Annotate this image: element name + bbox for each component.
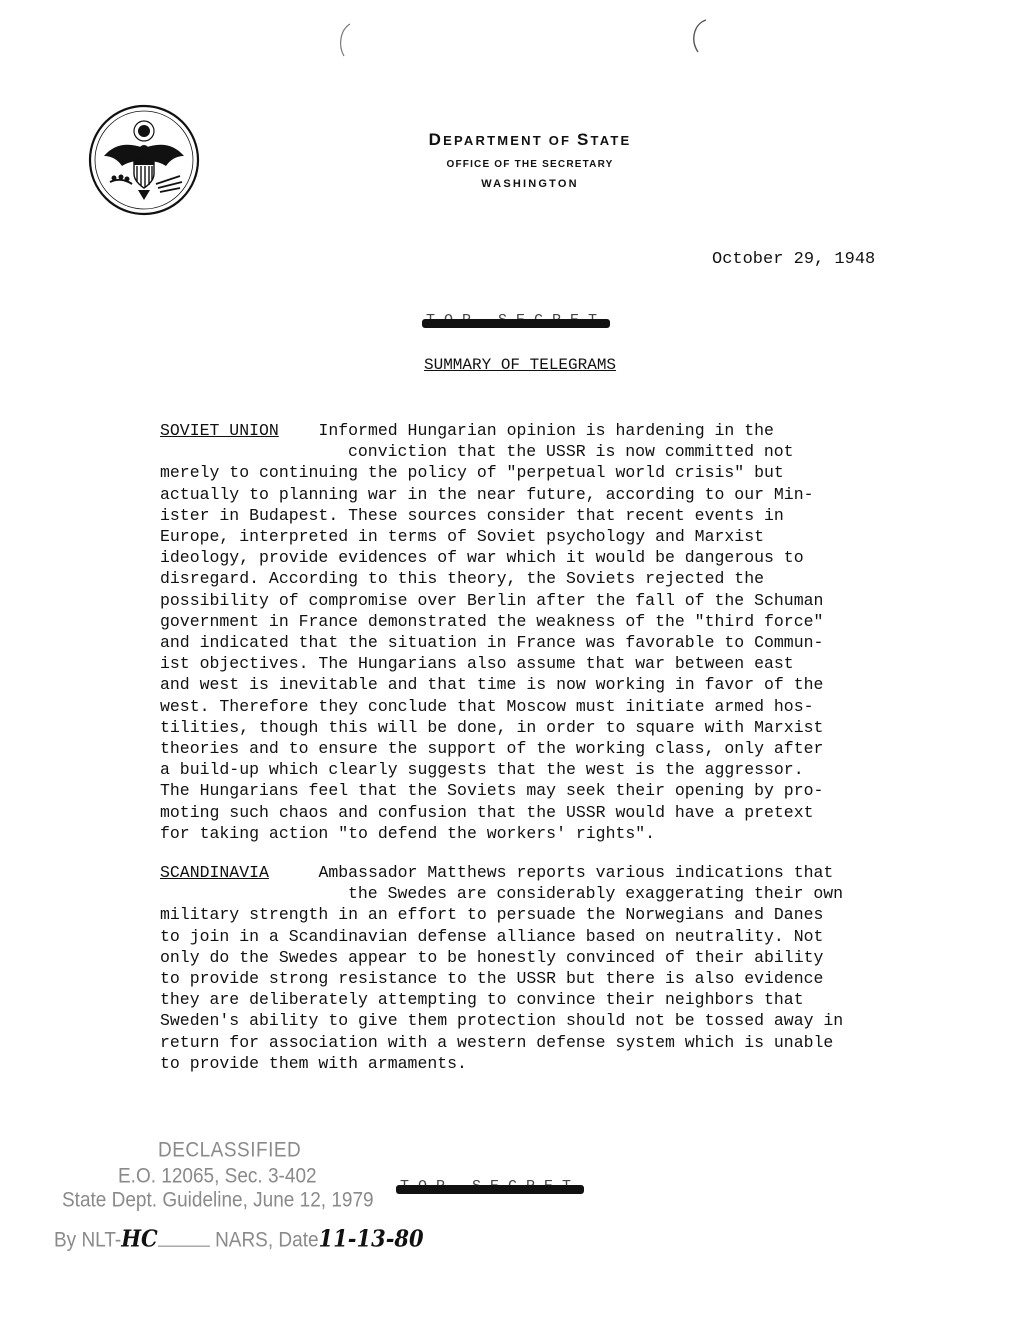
body-line: ideology, provide evidences of war which it would be dangerous to (160, 548, 804, 568)
document-title: SUMMARY OF TELEGRAMS (424, 356, 617, 374)
body-line: to join in a Scandinavian defense alliance based on neutrality. Not (160, 926, 824, 946)
section-heading: SCANDINAVIA (160, 863, 269, 882)
section-second-line: conviction that the USSR is now committed not (348, 442, 794, 462)
paper-mark-right (686, 16, 712, 56)
body-line: west. Therefore they conclude that Moscow must initiate armed hos- (160, 696, 814, 716)
redaction-strike-bottom (396, 1185, 584, 1194)
stamp-nars-label: NARS, Date (215, 1229, 319, 1253)
document-date: October 29, 1948 (712, 250, 876, 269)
body-line: to provide strong resistance to the USSR but there is also evidence (160, 969, 824, 989)
dept-initial-d: D (428, 130, 444, 149)
body-line: actually to planning war in the near future, according to our Min- (160, 484, 814, 504)
letterhead (380, 130, 680, 190)
stamp-blank-line (158, 1246, 210, 1247)
body-line: The Hungarians feel that the Soviets may seek their opening by pro- (160, 781, 824, 801)
section-body (160, 904, 880, 1074)
body-line: disregard. According to this theory, the Soviets rejected the (160, 569, 764, 589)
declassification-stamp (40, 1136, 424, 1276)
letterhead-office: OFFICE OF THE SECRETARY (446, 159, 614, 170)
section-second-line: the Swedes are considerably exaggerating their own (348, 884, 844, 904)
body-line: only do the Swedes appear to be honestly convinced of their ability (160, 947, 824, 967)
section-first-line (160, 420, 880, 441)
section-lead-text: Ambassador Matthews reports various indications that (318, 863, 834, 882)
body-line: and west is inevitable and that time is now working in favor of the (160, 675, 824, 695)
great-seal-emblem (88, 104, 200, 216)
body-line: they are deliberately attempting to convince their neighbors that (160, 990, 804, 1010)
body-line: merely to continuing the policy of "perpetual world crisis" but (160, 463, 784, 483)
stamp-by-label: By NLT- (54, 1229, 122, 1253)
body-line: a build-up which clearly suggests that the west is the aggressor. (160, 760, 804, 780)
body-line: possibility of compromise over Berlin after the fall of the Schuman (160, 590, 824, 610)
classification-marking-top (426, 312, 606, 329)
body-line: ist objectives. The Hungarians also assume that war between east (160, 654, 794, 674)
stamp-declassified: DECLASSIFIED (158, 1138, 302, 1162)
section-soviet-union (160, 420, 880, 844)
stamp-authority-line (54, 1225, 424, 1254)
stamp-guideline-line: State Dept. Guideline, June 12, 1979 (62, 1188, 374, 1212)
dept-initial-s: S (576, 130, 591, 149)
body-line: theories and to ensure the support of the working class, only after (160, 739, 824, 759)
section-lead-text: Informed Hungarian opinion is hardening in the (318, 421, 774, 440)
stamp-handwritten-initials: HC (121, 1224, 158, 1253)
stamp-handwritten-date: 11-13-80 (318, 1224, 424, 1253)
letterhead-city: WASHINGTON (481, 178, 579, 190)
body-line: tilities, though this will be done, in order to square with Marxist (160, 717, 824, 737)
body-line: Europe, interpreted in terms of Soviet psychology and Marxist (160, 527, 764, 547)
body-line: government in France demonstrated the weakness of the "third force" (160, 611, 824, 631)
body-line: moting such chaos and confusion that the USSR would have a pretext (160, 802, 814, 822)
redaction-strike-top (422, 319, 610, 328)
letterhead-department (380, 130, 680, 150)
paper-mark-left (334, 20, 354, 60)
body-line: to provide them with armaments. (160, 1053, 467, 1073)
dept-word-state: TATE (590, 133, 632, 148)
section-heading: SOVIET UNION (160, 421, 279, 440)
section-first-line (160, 862, 880, 883)
body-line: Sweden's ability to give them protection should not be tossed away in (160, 1011, 844, 1031)
stamp-eo-line: E.O. 12065, Sec. 3-402 (118, 1164, 317, 1188)
classification-marking-bottom (400, 1178, 580, 1195)
section-body (160, 462, 880, 844)
body-line: military strength in an effort to persuade the Norwegians and Danes (160, 905, 824, 925)
body-line: and indicated that the situation in France was favorable to Commun- (160, 633, 824, 653)
body-line: ister in Budapest. These sources consider that recent events in (160, 505, 784, 525)
body-line: for taking action "to defend the workers' rights". (160, 823, 656, 843)
body-line: return for association with a western defense system which is unable (160, 1032, 834, 1052)
section-scandinavia (160, 862, 880, 1074)
dept-word-part: EPARTMENT OF (443, 133, 577, 148)
